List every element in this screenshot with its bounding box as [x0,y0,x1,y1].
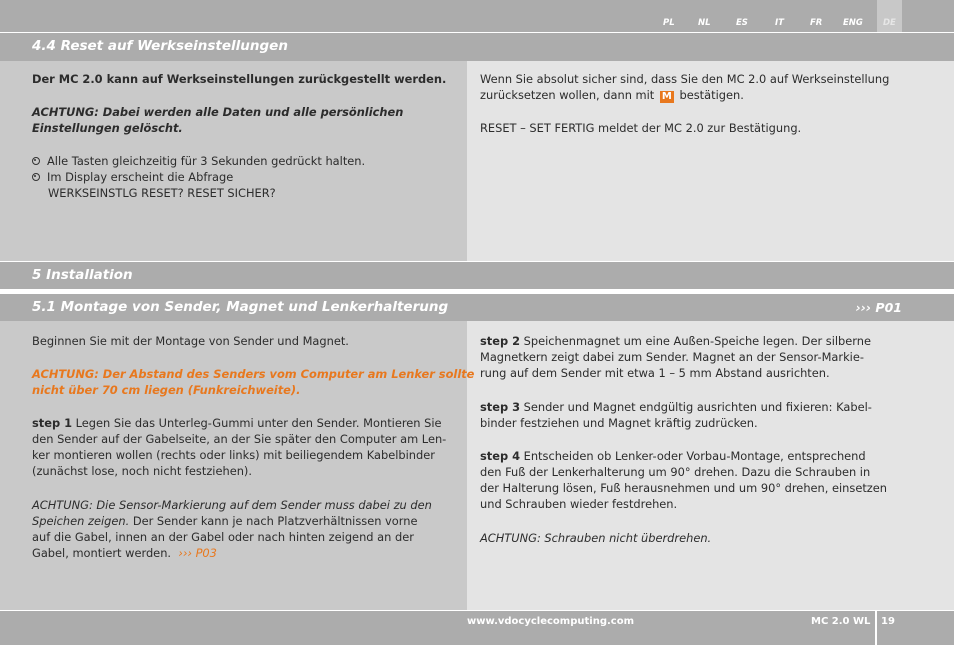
step3-text: Sender und Magnet endgültig ausrichten und fixieren: Kabel- [520,400,872,414]
step3-line2: binder festziehen und Magnet kräftig zudrücken. [480,416,758,430]
reset-warning-line1: ACHTUNG: Dabei werden alle Daten und alle persönlichen [32,105,404,119]
sensor-note-line3: auf die Gabel, innen an der Gabel oder nach hinten zeigend an der [32,530,414,544]
reset-done-message: RESET – SET FERTIG meldet der MC 2.0 zur Bestätigung. [480,121,802,135]
mount-intro: Beginnen Sie mit der Montage von Sender und Magnet. [32,334,349,348]
step4-text: Entscheiden ob Lenker-oder Vorbau-Montage, entsprechend [520,449,866,463]
lang-it[interactable]: IT [775,18,784,28]
bullet-icon [32,173,40,181]
mount-warning-line2: nicht über 70 cm liegen (Funkreichweite). [32,383,301,397]
reset-intro: Der MC 2.0 kann auf Werkseinstellungen zurückgestellt werden. [32,72,447,86]
reset-bullet-2-line2: WERKSEINSTLG RESET? RESET SICHER? [48,186,276,200]
reset-confirm-line1: Wenn Sie absolut sicher sind, dass Sie den MC 2.0 auf Werkseinstellung [480,72,890,86]
lang-fr[interactable]: FR [810,18,823,28]
sensor-note-line1: ACHTUNG: Die Sensor-Markierung auf dem Sender muss dabei zu den [32,498,432,512]
m-key-icon: M [661,91,672,102]
step4-line2: den Fuß der Lenkerhalterung um 90° drehen. Dazu die Schrauben in [480,465,871,479]
section-5-1-header [0,293,954,321]
reset-confirm-line2 [480,87,744,103]
footer-divider [875,611,877,645]
step1-line3: ker montieren wollen (rechts oder links) mit beiliegendem Kabelbinder [32,448,435,462]
lang-es[interactable]: ES [736,18,748,28]
step1-line2: den Sender auf der Gabelseite, an der Sie später den Computer am Len- [32,432,447,446]
step3-line1 [480,399,872,415]
page-ref-p03[interactable]: ››› P03 [178,546,217,560]
reset-bullet-1-text: Alle Tasten gleichzeitig für 3 Sekunden gedrückt halten. [47,154,366,168]
page-number: 19 [881,616,895,627]
step2-line2: Magnetkern zeigt dabei zum Sender. Magnet an der Sensor-Markie- [480,350,864,364]
bullet-icon [32,157,40,165]
reset-confirm-text-end: bestätigen. [679,88,744,102]
reset-bullet-1 [32,153,365,169]
step3-label: step 3 [480,400,520,414]
reset-bullet-2 [32,169,233,185]
lang-de[interactable]: DE [883,18,896,28]
lang-nl[interactable]: NL [698,18,711,28]
sensor-note-line2 [32,513,417,529]
section-5-1-title: 5.1 Montage von Sender, Magnet und Lenkerhalterung [32,299,449,315]
sensor-note-rest: Der Sender kann je nach Platzverhältnissen vorne [129,514,418,528]
step1-line1 [32,415,442,431]
footer-model: MC 2.0 WL [811,616,871,627]
step1-text: Legen Sie das Unterleg-Gummi unter den Sender. Montieren Sie [72,416,442,430]
step2-line1 [480,333,871,349]
lang-eng[interactable]: ENG [843,18,863,28]
step4-label: step 4 [480,449,520,463]
step1-label: step 1 [32,416,72,430]
section-5-title: 5 Installation [32,267,133,283]
sensor-note-end: Gabel, montiert werden. [32,546,172,560]
section-5-header [0,261,954,289]
reset-bullet-2-text: Im Display erscheint die Abfrage [47,170,234,184]
step2-line3: rung auf dem Sender mit etwa 1 – 5 mm Abstand ausrichten. [480,366,830,380]
step1-line4: (zunächst lose, noch nicht festziehen). [32,464,252,478]
footer [0,610,954,645]
reset-warning-line2: Einstellungen gelöscht. [32,121,183,135]
step4-line3: der Halterung lösen, Fuß herausnehmen und um 90° drehen, einsetzen [480,481,888,495]
section-4-4-header [0,32,954,61]
footer-url[interactable]: www.vdocyclecomputing.com [467,616,635,627]
sensor-note-italic: Speichen zeigen. [32,514,130,528]
page-ref-p01[interactable]: ››› P01 [855,300,902,315]
step2-label: step 2 [480,334,520,348]
mount-warning-line1: ACHTUNG: Der Abstand des Senders vom Computer am Lenker sollte [32,367,475,381]
section-4-4-title: 4.4 Reset auf Werkseinstellungen [32,38,288,54]
language-bar [0,0,954,32]
step4-line4: und Schrauben wieder festdrehen. [480,497,678,511]
step4-line1 [480,448,866,464]
reset-confirm-text: zurücksetzen wollen, dann mit [480,88,655,102]
sensor-note-line4 [32,545,217,561]
screw-warning: ACHTUNG: Schrauben nicht überdrehen. [480,531,712,545]
step2-text: Speichenmagnet um eine Außen-Speiche legen. Der silberne [520,334,871,348]
lang-pl[interactable]: PL [663,18,675,28]
